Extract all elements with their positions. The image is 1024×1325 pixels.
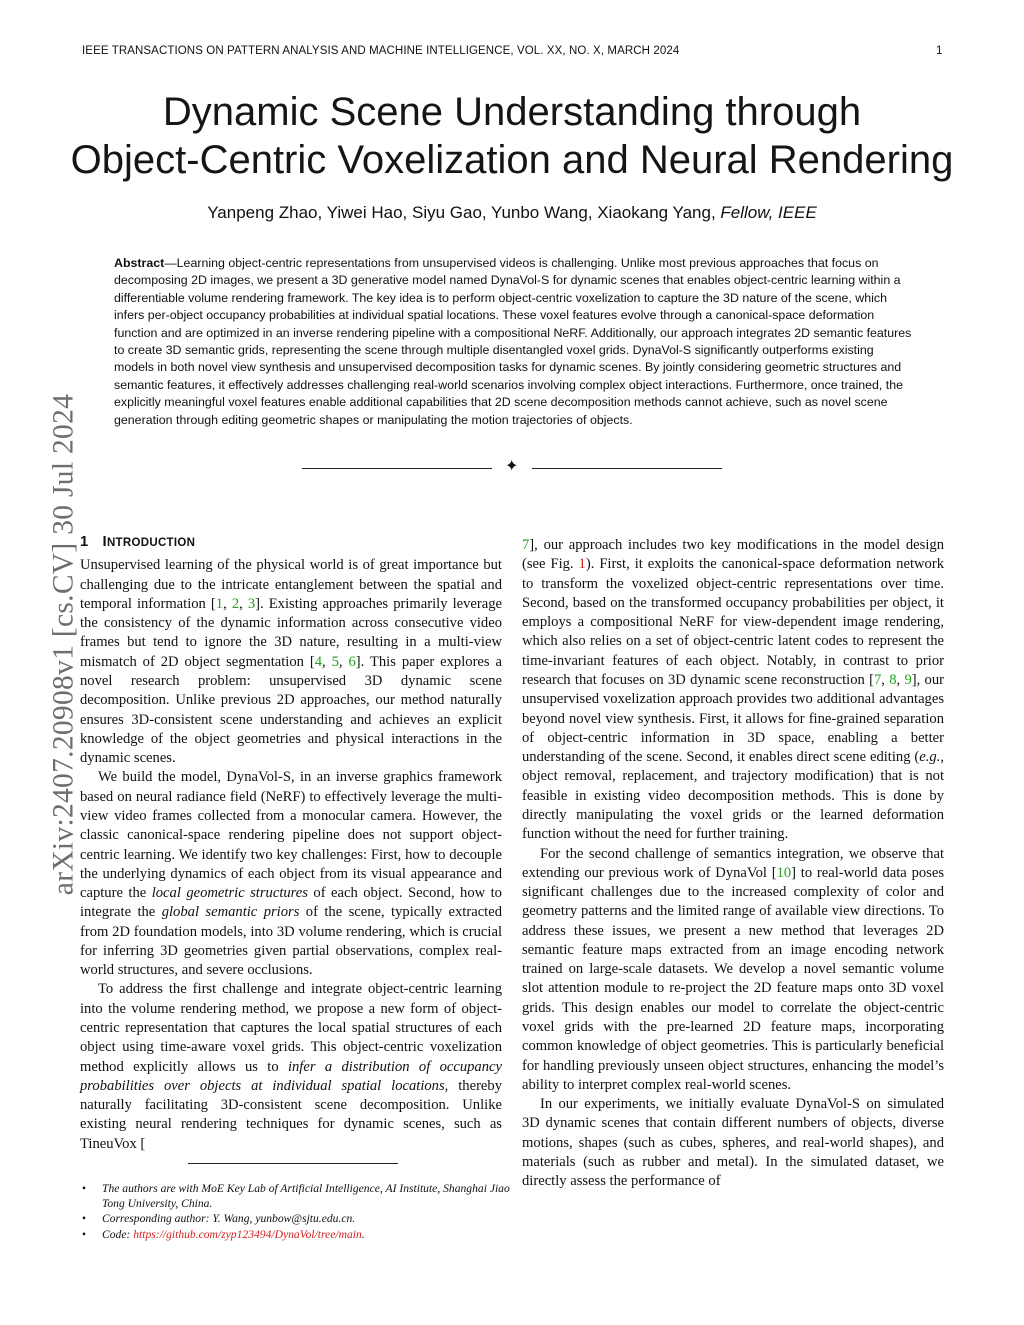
citation-link[interactable]: 4 [314, 653, 323, 670]
paragraph-4 [522, 845, 944, 1096]
citation-link[interactable]: 7 [873, 671, 882, 688]
p3-sep: , [881, 671, 890, 688]
bullet-icon: • [82, 1212, 87, 1226]
abstract-separator [302, 458, 722, 476]
p4-text-a: For the second challenge of semantics integration, we observe that extending our previous work of DynaVol [ [522, 845, 944, 881]
citation-link[interactable]: 9 [904, 671, 912, 688]
p2-text-b: of each object. Second, how to integrate the [80, 885, 502, 921]
p1-sep: , [239, 595, 248, 612]
citation-link[interactable]: 3 [247, 595, 256, 612]
p3-emphasis: infer a distribution of occupancy probabilities over objects at individual spatial locations [80, 1058, 502, 1094]
p1-text-a: Unsupervised learning of the physical world is of great importance but challenging due to the intricate entanglement between the spatial and temporal information [ [80, 557, 502, 612]
p3-text-c: ], our approach includes two key modifications in the model design (see Fig. [522, 537, 944, 573]
p3-text-b: , thereby naturally facilitating 3D-consistent scene decomposition. Unlike existing neural rendering techniques for dynamic scenes, such as TineuVox [ [80, 1077, 503, 1152]
p1-sep: , [338, 653, 349, 670]
separator-rule-left [302, 468, 492, 469]
paragraph-5 [522, 1095, 944, 1191]
separator-rule-right [532, 468, 722, 469]
p2-text-c: of the scene, typically extracted from 2D foundation models, into 3D volume rendering, which is crucial for inferring 3D geometries given partial observations, complex real-world structures, and severe occlusions. [80, 904, 503, 979]
title-line-2: Object-Centric Voxelization and Neural Rendering [70, 138, 954, 182]
abstract-text: —Learning object-centric representations from unsupervised videos is challenging. Unlike most previous approaches that focus on decomposing 2D images, we present a 3D generative model named DynaVol-S for dynamic scenes that enables object-centric learning within a differentiable volume rendering framework. The key idea is to perform object-centric voxelization to capture the 3D nature of the scene, which infers per-object occupancy probabilities at individual spatial locations. These voxel features evolve through a canonical-space deformation function and are optimized in an inverse rendering pipeline with a compositional NeRF. Additionally, our approach integrates 2D semantic features to create 3D semantic grids, representing the scene through multiple disentangled voxel grids. DynaVol-S significantly outperforms existing models in both novel view synthesis and unsupervised decomposition tasks for dynamic scenes. By jointly considering geometric structures and semantic features, it effectively addresses challenging real-world scenarios involving complex object interactions. Furthermore, once trained, the explicitly meaningful voxel features enable additional capabilities that 2D scene decomposition methods cannot achieve, such as novel scene generation through editing geometric shapes or manipulating the motion trajectories of objects. [114, 256, 912, 427]
figure-ref-link[interactable]: 1 [578, 556, 586, 573]
bullet-icon: • [82, 1182, 87, 1195]
code-repository-link[interactable]: https://github.com/zyp123494/DynaVol/tree/main [133, 1227, 362, 1241]
separator-diamond-icon: ✦ [505, 458, 519, 475]
footnote-end: . [361, 1227, 365, 1241]
section-number: 1 [80, 534, 89, 550]
paragraph-3-continued [522, 536, 944, 845]
p2-text-a: We build the model, DynaVol-S, in an inverse graphics framework based on neural radiance field (NeRF) to effectively leverage the multi-view video frames collected from a monocular camera. However, the classic canonical-space rendering pipeline does not support object-centric learning. We identify two key challenges: First, how to decouple the underlying dynamics of each object from its visual appearance and capture the [80, 769, 502, 902]
p4-text-b: ] to real-world data poses significant challenges due to the increased complexity of color and geometry patterns and the limited range of available view directions. To address these issues, we present a new method that leverages 2D semantic feature maps extracted from an image encoding network trained on large-scale datasets. We develop a novel semantic volume slot attention module to re-project the 2D feature maps onto 3D voxel grids. This design enables our model to correlate the object-centric voxel grids with the pre-learned 2D feature maps, incorporating common knowledge of object geometries. This is particularly beneficial for handling previously unseen object structures, enhancing the model’s ability to interpret complex real-world scenes. [522, 864, 944, 1093]
bullet-icon: • [82, 1227, 87, 1241]
body-column-left [80, 533, 502, 1154]
footnote-item [80, 1181, 510, 1211]
p5-text-a: In our experiments, we initially evaluate DynaVol-S on simulated 3D dynamic scenes that contain different numbers of objects, diverse motions, shapes (such as cubes, spheres, and real-world shapes), and materials (such as rubber and metal). In the simulated dataset, we directly assess the performance of [522, 1096, 944, 1190]
abstract-label: Abstract [114, 256, 165, 270]
p2-emphasis: global semantic priors [161, 904, 300, 921]
section-heading [80, 533, 502, 553]
paragraph-1 [80, 556, 502, 768]
author-list [40, 203, 984, 223]
p3-emphasis: e.g. [919, 749, 941, 766]
p1-sep: , [223, 595, 232, 612]
running-head: IEEE TRANSACTIONS ON PATTERN ANALYSIS AND MACHINE INTELLIGENCE, VOL. XX, NO. X, MARCH 2024 [82, 45, 680, 57]
footnotes [80, 1181, 510, 1242]
p1-text-b: ]. Existing approaches primarily leverage the consistency of the dynamic information across consecutive video frames but tend to ignore the 3D nature, resulting in a multi-view mismatch of 2D object segmentation [ [80, 595, 502, 670]
p1-sep: , [322, 653, 332, 670]
citation-link[interactable]: 8 [889, 671, 897, 688]
paper-title [40, 88, 984, 184]
p3-text-a: To address the first challenge and integrate object-centric learning into the volume rendering method, we propose a new form of object-centric representation that captures the local spatial structures of each object using time-aware voxel grids. This object-centric voxelization method explicitly allows us to [80, 981, 502, 1075]
paragraph-2 [80, 768, 502, 980]
footnote-text: The authors are with MoE Key Lab of Artificial Intelligence, AI Institute, Shanghai Jiao Tong University, China. [102, 1182, 510, 1211]
abstract [114, 255, 914, 429]
footnote-text: Corresponding author: Y. Wang, yunbow@sjtu.edu.cn. [102, 1212, 356, 1226]
citation-link[interactable]: 1 [215, 595, 224, 612]
citation-link[interactable]: 6 [348, 653, 356, 670]
citation-link[interactable]: 5 [331, 653, 339, 670]
p3-text-e: ], our unsupervised voxelization approach provides two additional advantages beyond novel view synthesis. First, it allows for fine-grained separation of object-centric information in 3D space, enabling a better understanding of the scene. Second, it enables direct scene editing ( [522, 671, 944, 766]
p3-text-d: ). First, it exploits the canonical-space deformation network to transform the voxelized object-centric representations over time. Second, based on the transformed occupancy probabilities per object, it employs a compositional NeRF for view-dependent image rendering, which also relies on a set of object-centric latent codes to represent the time-invariant features of each object. Notably, in contrast to prior research that focuses on 3D dynamic scene reconstruction [ [522, 556, 944, 688]
footnote-code-label: Code: [102, 1227, 134, 1241]
citation-link[interactable]: 7 [522, 537, 530, 553]
author-fellow-note: Fellow, IEEE [720, 203, 817, 222]
body-column-right [522, 536, 944, 1192]
footnote-item [80, 1211, 510, 1226]
title-line-1: Dynamic Scene Understanding through [162, 90, 862, 134]
author-names: Yanpeng Zhao, Yiwei Hao, Siyu Gao, Yunbo Wang, Xiaokang Yang, [207, 203, 721, 222]
paragraph-3 [80, 980, 502, 1154]
arxiv-stamp-text: arXiv:2407.20908v1 [cs.CV] 30 Jul 2024 [47, 393, 80, 896]
footnote-rule [188, 1163, 398, 1164]
p2-emphasis: local geometric structures [151, 885, 308, 902]
p3-text-f: , object removal, replacement, and trajectory modification) that is not feasible in existing video decomposition methods. This is done by directly manipulating the voxel grids or the learned deformation function without the need for further training. [522, 749, 944, 843]
section-title-rest: NTRODUCTION [106, 537, 196, 549]
citation-link[interactable]: 2 [231, 595, 240, 612]
page-number: 1 [936, 45, 943, 57]
p1-text-c: ]. This paper explores a novel research problem: unsupervised 3D dynamic scene decomposition. Unlike previous 2D approaches, our method naturally ensures 3D-consistent scene understanding and achieves an explicit knowledge of the object geometries and physical interactions in the dynamic scenes. [80, 653, 502, 767]
section-title-initial: I [102, 534, 107, 550]
p3-sep: , [896, 671, 905, 688]
footnote-item [80, 1227, 510, 1242]
citation-link[interactable]: 10 [776, 864, 792, 881]
